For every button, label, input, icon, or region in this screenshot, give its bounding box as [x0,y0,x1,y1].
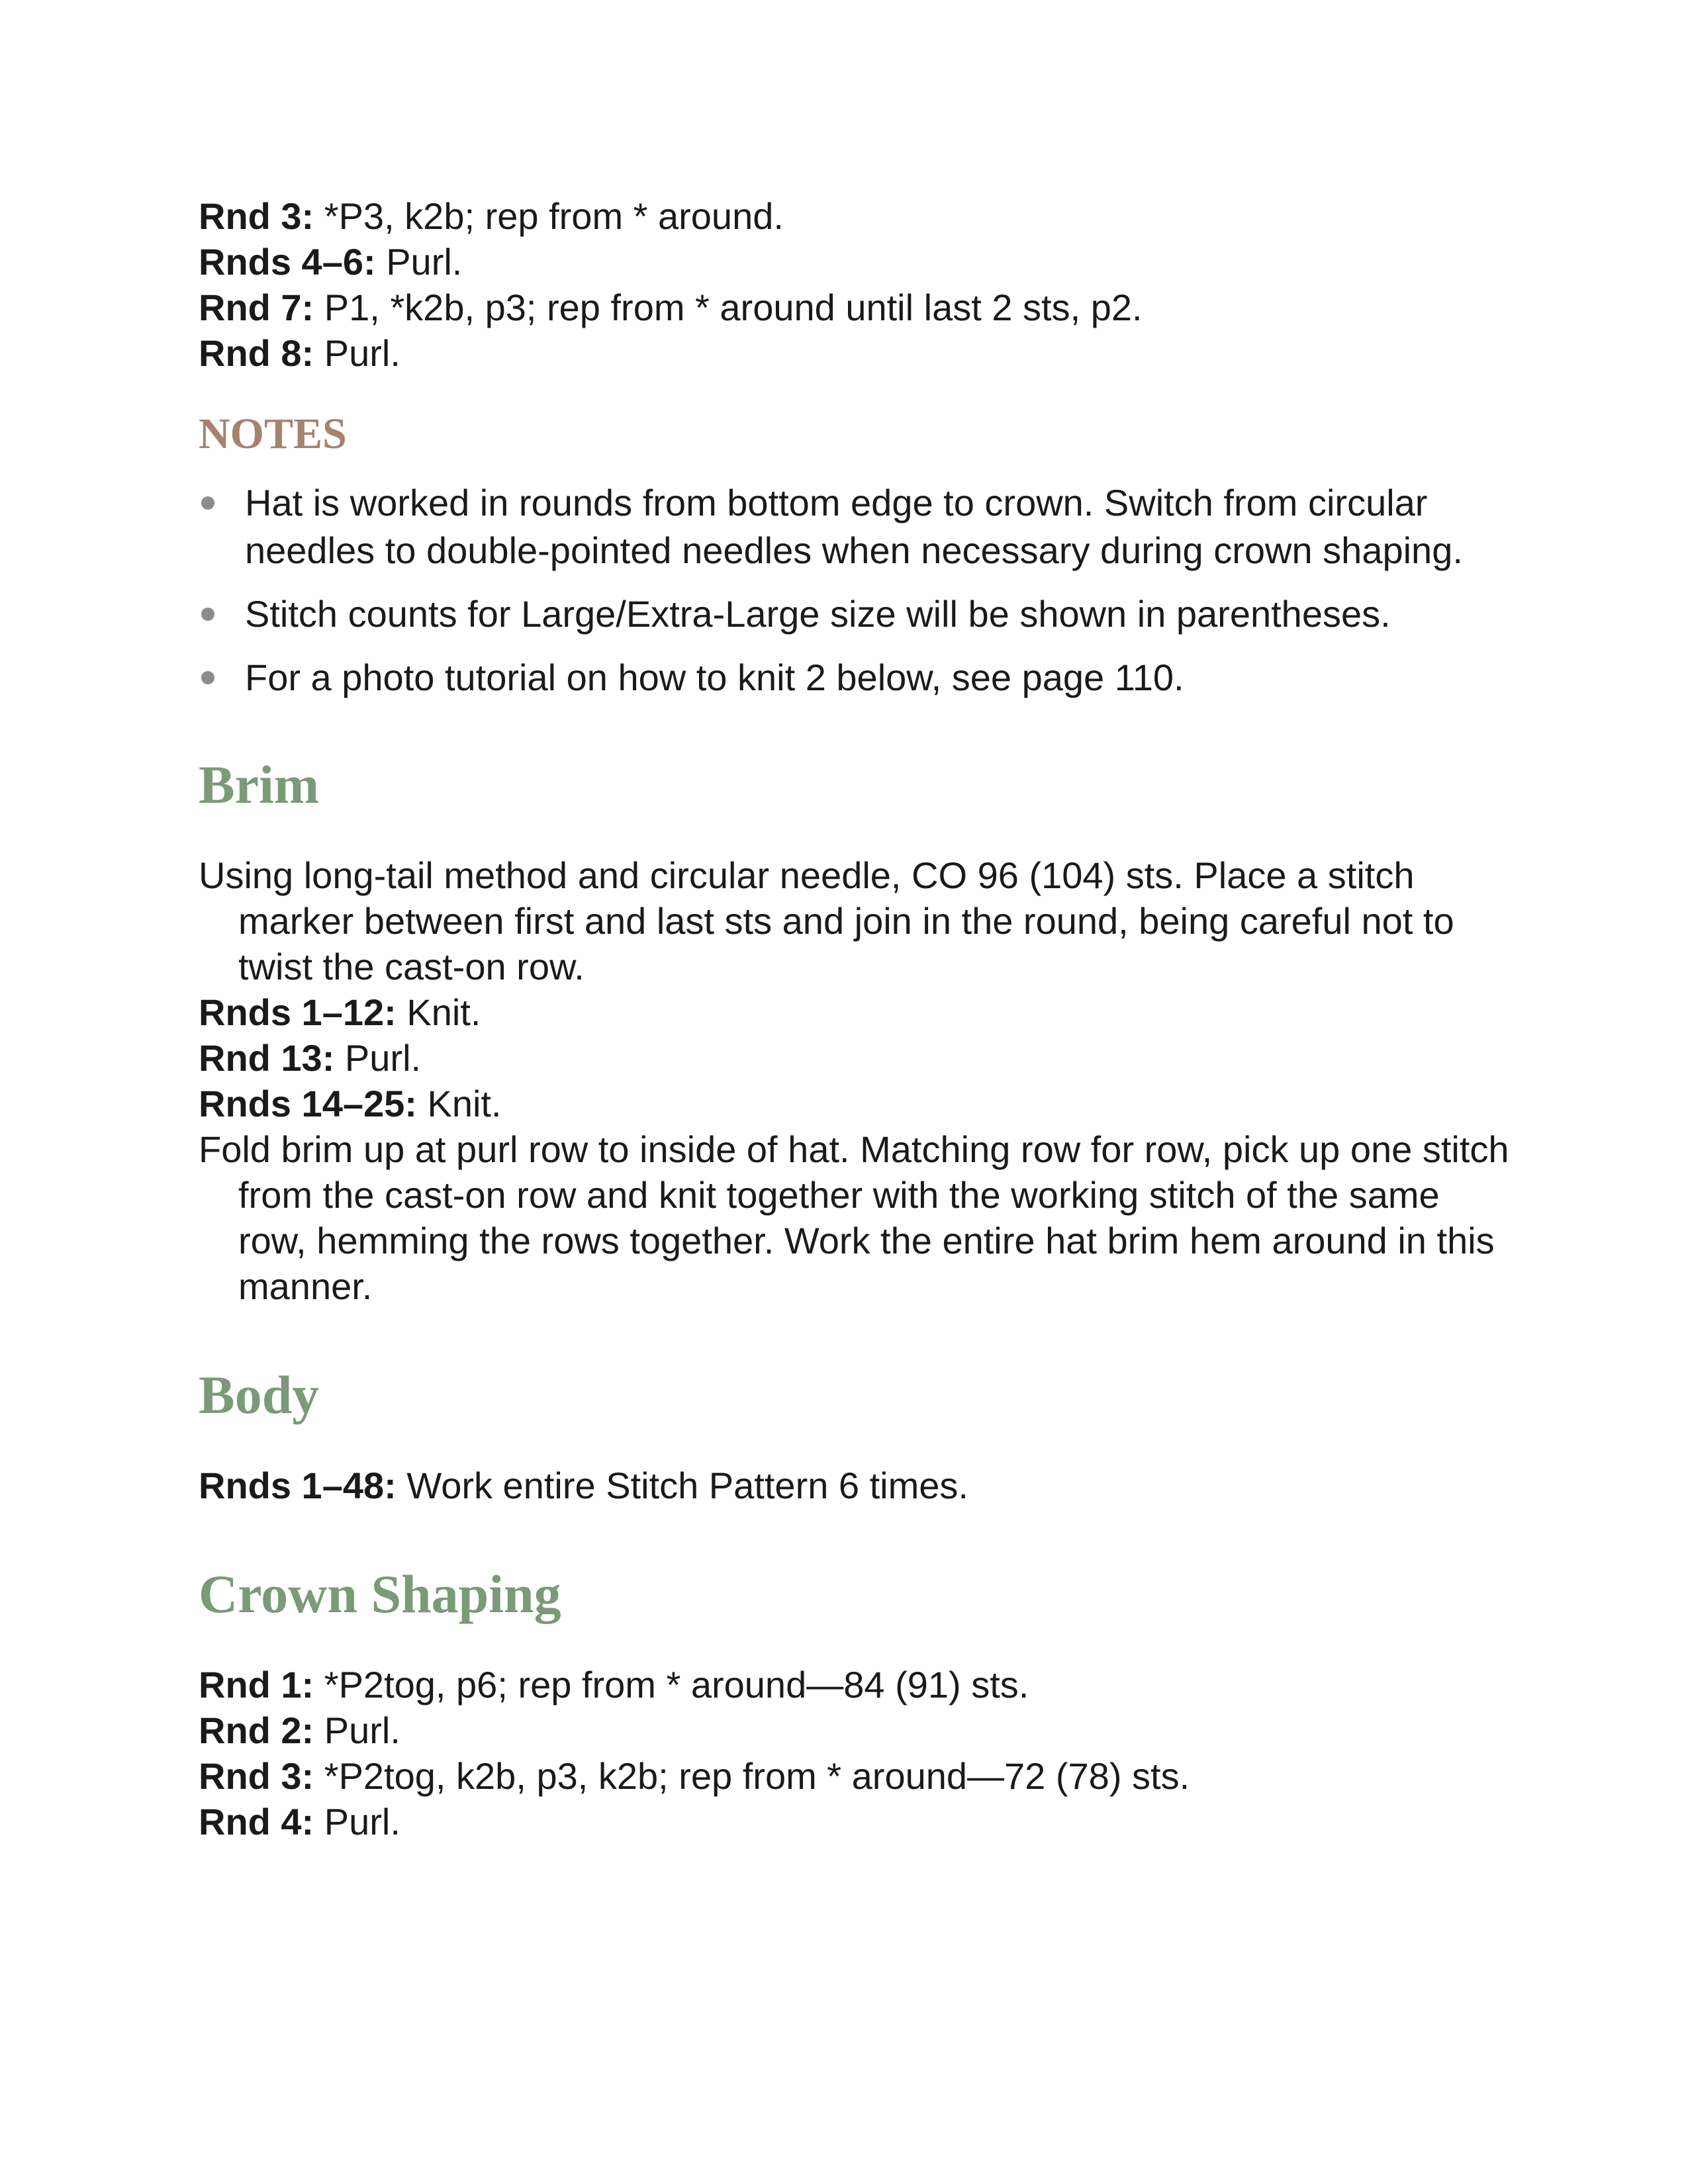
round-line [199,330,1509,376]
round-line [199,1081,1509,1126]
round-text: Purl. [314,1801,400,1843]
round-text: *P3, k2b; rep from * around. [314,195,784,237]
round-line [199,1035,1509,1081]
round-text: Purl. [314,332,400,374]
round-text: Purl. [314,1709,400,1751]
round-label: Rnd 3: [199,195,314,237]
round-label: Rnd 2: [199,1709,314,1751]
round-label: Rnd 8: [199,332,314,374]
notes-heading: NOTES [199,410,347,458]
round-text: Work entire Stitch Pattern 6 times. [396,1465,968,1506]
round-line [199,1799,1509,1844]
brim-intro: Using long-tail method and circular needle, CO 96 (104) sts. Place a stitch marker between first and last sts and join in the round, being careful not to twist the cast-on row. [199,854,1454,987]
round-line [199,1463,1509,1508]
notes-item [199,479,1509,574]
brim-heading: Brim [199,754,320,815]
bullet-icon [201,496,214,510]
round-label: Rnds 1–12: [199,991,397,1033]
notes-item-text: For a photo tutorial on how to knit 2 below, see page 110. [245,657,1184,698]
round-text: P1, *k2b, p3; rep from * around until last 2 sts, p2. [314,287,1143,328]
notes-item-text: Hat is worked in rounds from bottom edge to crown. Switch from circular needles to double-pointed needles when necessary during crown shaping. [245,482,1463,571]
round-text: *P2tog, p6; rep from * around—84 (91) sts. [314,1664,1029,1706]
round-line [199,193,1509,239]
stitch-pattern-rounds [199,193,1509,376]
brim-outro: Fold brim up at purl row to inside of hat. Matching row for row, pick up one stitch from the cast-on row and knit together with the working stitch of the same row, hemming the rows together. Work the entire hat brim hem around in this manner. [199,1128,1509,1307]
round-label: Rnds 14–25: [199,1083,417,1124]
round-line [199,285,1509,330]
round-line [199,1707,1509,1753]
round-label: Rnd 4: [199,1801,314,1843]
round-label: Rnds 4–6: [199,241,376,283]
round-label: Rnd 1: [199,1664,314,1706]
round-line [199,239,1509,285]
crown-shaping-heading: Crown Shaping [199,1564,561,1624]
round-text: Knit. [416,1083,502,1124]
round-text: Purl. [334,1037,422,1079]
notes-list [199,479,1509,702]
bullet-icon [201,671,214,684]
round-label: Rnd 7: [199,287,314,328]
round-text: Purl. [375,241,463,283]
notes-item [199,590,1509,638]
round-text: *P2tog, k2b, p3, k2b; rep from * around—72 (78) sts. [314,1755,1190,1797]
round-line [199,1753,1509,1799]
bullet-icon [201,608,214,621]
body-heading: Body [199,1365,320,1425]
round-label: Rnd 3: [199,1755,314,1797]
round-line [199,1662,1509,1707]
notes-item-text: Stitch counts for Large/Extra-Large size will be shown in parentheses. [245,593,1391,635]
round-line [199,989,1509,1035]
round-label: Rnd 13: [199,1037,335,1079]
round-text: Knit. [396,991,481,1033]
round-label: Rnds 1–48: [199,1465,397,1506]
pattern-page [199,193,1509,1844]
notes-item [199,654,1509,702]
